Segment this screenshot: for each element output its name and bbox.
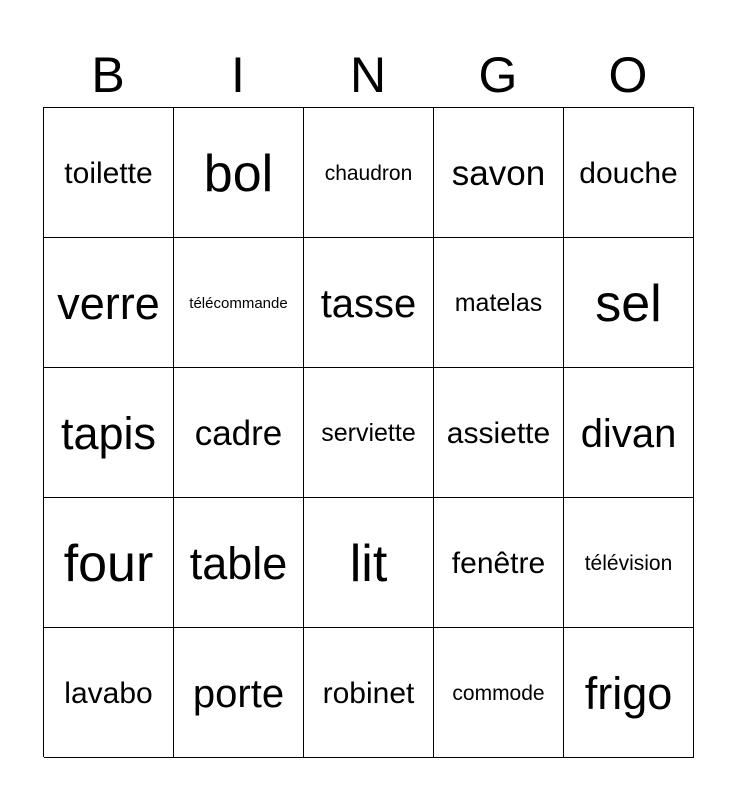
- bingo-cell[interactable]: cadre: [174, 368, 304, 498]
- bingo-cell[interactable]: lavabo: [44, 628, 174, 758]
- bingo-cell[interactable]: tasse: [304, 238, 434, 368]
- bingo-board: [43, 107, 694, 757]
- header-letter-g: G: [478, 47, 518, 103]
- bingo-cell[interactable]: serviette: [304, 368, 434, 498]
- bingo-cell[interactable]: robinet: [304, 628, 434, 758]
- bingo-cell[interactable]: lit: [304, 498, 434, 628]
- bingo-cell[interactable]: porte: [174, 628, 304, 758]
- bingo-cell[interactable]: divan: [564, 368, 694, 498]
- bingo-cell[interactable]: douche: [564, 108, 694, 238]
- bingo-cell[interactable]: chaudron: [304, 108, 434, 238]
- bingo-cell[interactable]: commode: [434, 628, 564, 758]
- bingo-cell[interactable]: télécommande: [174, 238, 304, 368]
- bingo-header: [43, 46, 693, 104]
- bingo-cell[interactable]: four: [44, 498, 174, 628]
- bingo-cell[interactable]: sel: [564, 238, 694, 368]
- bingo-cell[interactable]: verre: [44, 238, 174, 368]
- bingo-cell[interactable]: bol: [174, 108, 304, 238]
- bingo-cell[interactable]: fenêtre: [434, 498, 564, 628]
- bingo-cell[interactable]: savon: [434, 108, 564, 238]
- bingo-cell[interactable]: frigo: [564, 628, 694, 758]
- bingo-cell[interactable]: matelas: [434, 238, 564, 368]
- bingo-cell[interactable]: télévision: [564, 498, 694, 628]
- bingo-cell[interactable]: toilette: [44, 108, 174, 238]
- header-letter-b: B: [91, 47, 125, 103]
- bingo-cell[interactable]: assiette: [434, 368, 564, 498]
- bingo-cell[interactable]: table: [174, 498, 304, 628]
- header-letter-o: O: [608, 47, 648, 103]
- bingo-cell[interactable]: tapis: [44, 368, 174, 498]
- header-letter-n: N: [349, 47, 387, 103]
- header-letter-i: I: [231, 47, 245, 103]
